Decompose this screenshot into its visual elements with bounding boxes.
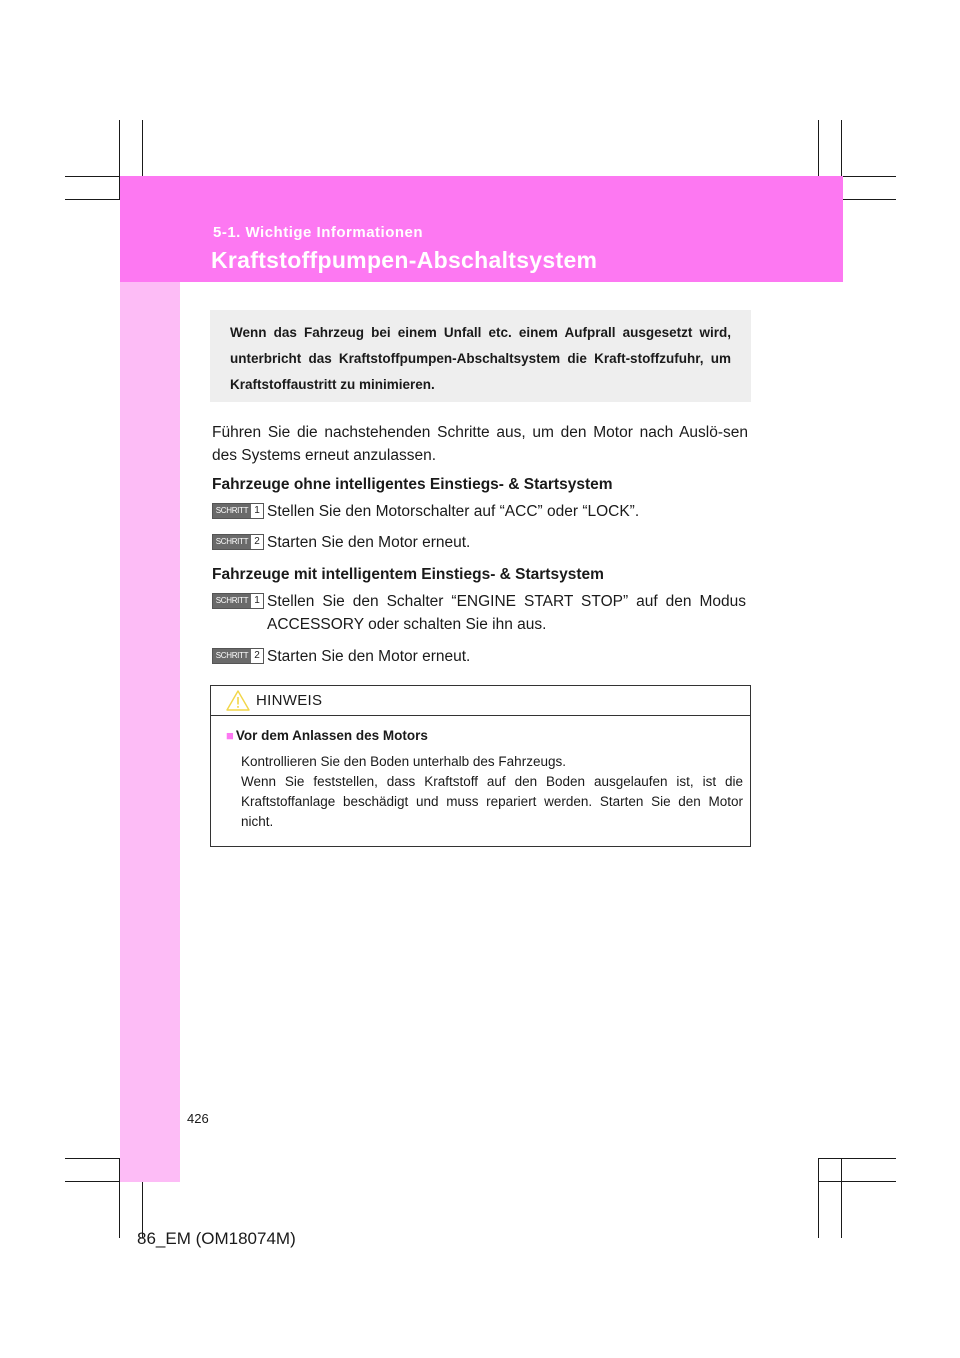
page-title: Kraftstoffpumpen-Abschaltsystem — [211, 247, 598, 273]
warning-triangle-icon — [226, 690, 250, 716]
step-text: Starten Sie den Motor erneut. — [267, 648, 471, 665]
crop-mark — [818, 1158, 896, 1159]
step-badge: SCHRITT 2 — [212, 534, 264, 550]
crop-mark — [818, 1158, 819, 1238]
step-badge: SCHRITT 2 — [212, 648, 264, 664]
intro-box-text: Wenn das Fahrzeug bei einem Unfall etc. einem Aufprall ausgesetzt wird, unterbricht das Kraftstoffpumpen-Abschaltsystem die Kraft-stoffzufuhr, um Kraftstoffaustritt zu minimieren. — [230, 325, 731, 392]
section-heading-with: Fahrzeuge mit intelligentem Einstiegs- & Startsystem — [212, 566, 604, 583]
step-badge: SCHRITT 1 — [212, 593, 264, 609]
notice-subheading: ■ Vor dem Anlassen des Motors — [226, 728, 428, 743]
notice-line: Wenn Sie feststellen, dass Kraftstoff auf den Boden ausgelaufen ist, ist die Kraftstoffanlage beschädigt und muss repariert werden. Starten Sie den Motor nicht. — [241, 774, 743, 829]
notice-header — [211, 686, 750, 716]
chapter-sidebar — [120, 176, 180, 1182]
crop-mark — [818, 1181, 896, 1182]
intro-box — [210, 310, 751, 402]
square-bullet-icon: ■ — [226, 728, 234, 743]
step-text: Starten Sie den Motor erneut. — [267, 534, 471, 551]
notice-line: Kontrollieren Sie den Boden unterhalb des Fahrzeugs. — [241, 754, 566, 769]
notice-body — [241, 752, 743, 832]
section-heading-without: Fahrzeuge ohne intelligentes Einstiegs- & Startsystem — [212, 476, 613, 493]
notice-title: HINWEIS — [256, 692, 323, 709]
notice-box — [210, 685, 751, 847]
section-label: 5-1. Wichtige Informationen — [213, 224, 424, 241]
crop-mark — [841, 1158, 842, 1238]
step-text: Stellen Sie den Motorschalter auf “ACC” oder “LOCK”. — [267, 503, 640, 520]
document-code: 86_EM (OM18074M) — [137, 1229, 296, 1248]
step-badge: SCHRITT 1 — [212, 503, 264, 519]
page-number: 426 — [187, 1111, 209, 1126]
intro-paragraph: Führen Sie die nachstehenden Schritte aus, um den Motor nach Auslö-sen des Systems erneut anzulassen. — [212, 424, 748, 464]
step-text: Stellen Sie den Schalter “ENGINE START STOP” auf den Modus ACCESSORY oder schalten Sie ihn aus. — [267, 593, 746, 633]
